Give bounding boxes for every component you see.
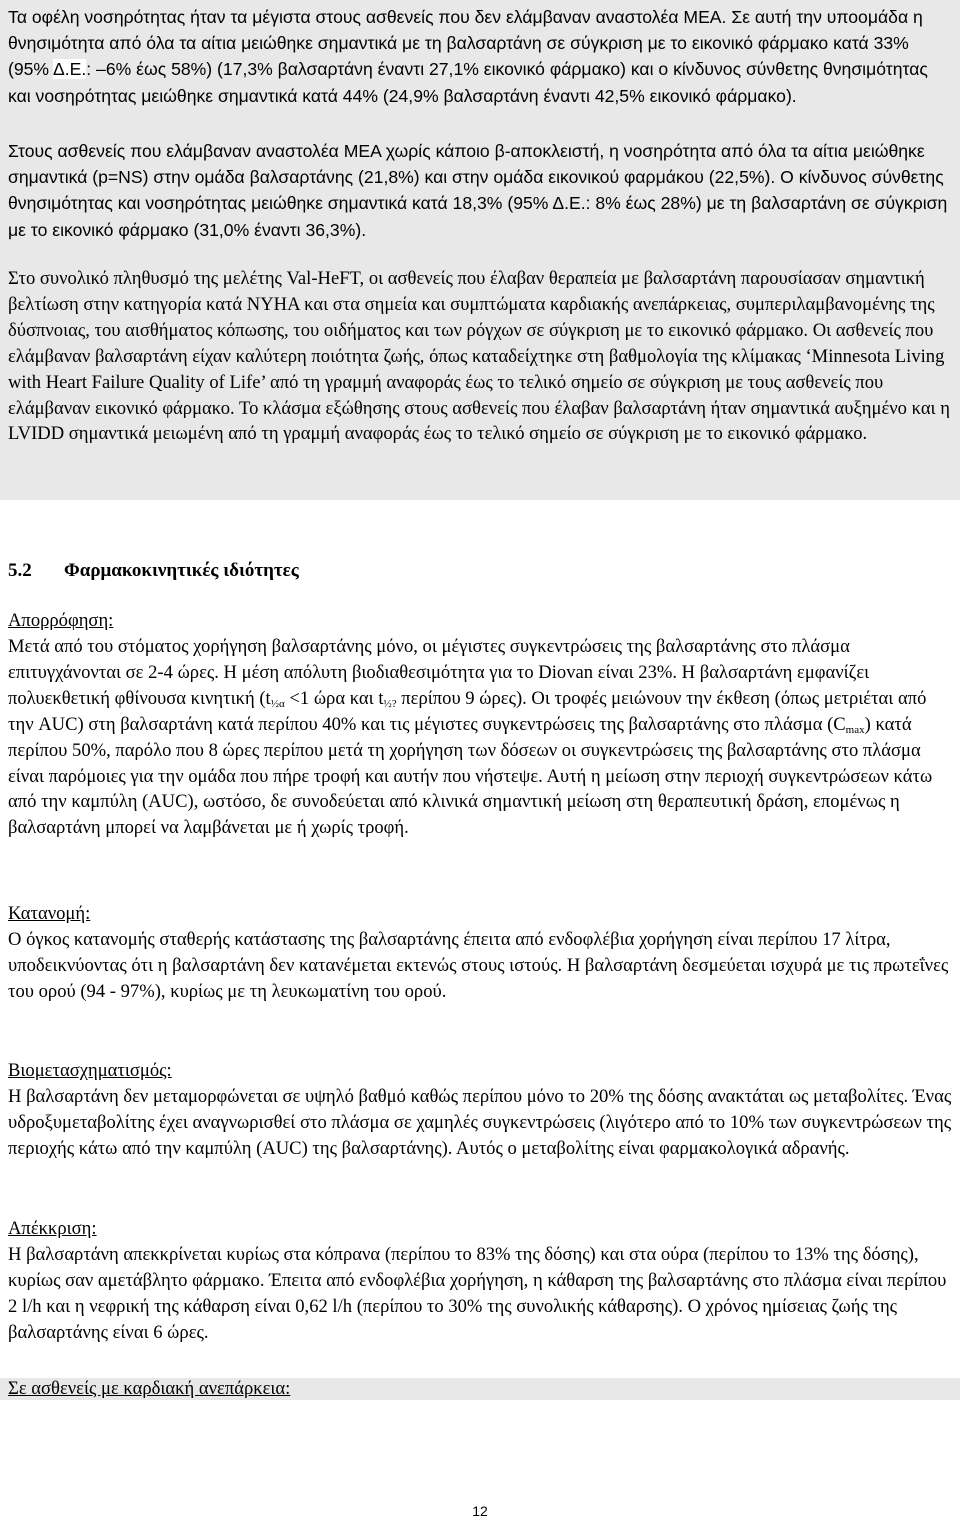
paragraph-ace-no-beta-blocker: Στους ασθενείς που ελάμβαναν αναστολέα ΜΕΑ χωρίς κάποιο β-αποκλειστή, η νοσηρότητα από όλα τα αίτια μειώθηκε σημαντικά (p=NS) στην ομάδα βαλσαρτάνης (21,8%) και στην ομάδα εικονικού φαρμάκου (22,5%). Ο κίνδυνος σύνθετης θνησιμότητας και νοσηρότητας μειώθηκε σημαντικά κατά 18,3% (95% Δ.Ε.: 8% έως 28%) με τη βαλσαρτάνη σε σύγκριση με το εικονικό φάρμακο (31,0% έναντι 36,3%). [8, 141, 948, 240]
section-title: Φαρμακοκινητικές ιδιότητες [64, 560, 299, 581]
ci-highlight: Δ.Ε. [53, 59, 87, 80]
page-number: 12 [472, 1503, 488, 1519]
excretion-heading: Απέκκριση: [8, 1218, 97, 1239]
metabolism-text: Η βαλσαρτάνη δεν μεταμορφώνεται σε υψηλό βαθμό καθώς περίπου μόνο το 20% της δόσης ανακτάται ως μεταβολίτες. Ένας υδροξυμεταβολίτης έχει αναγνωρισθεί στο πλάσμα σε χαμηλές συγκεντρώσεις (λιγότερο από το 10% των συγκεντρώσεων της περιοχής κάτω από την καμπύλη (AUC) της βαλσαρτάνης). Αυτός ο μεταβολίτης είναι φαρμακολογικά αδρανής. [8, 1086, 952, 1159]
metabolism-heading: Βιομετασχηματισμός: [8, 1060, 172, 1081]
t-half-beta-subscript: ½? [383, 697, 397, 710]
absorption-text: Μετά από του στόματος χορήγηση βαλσαρτάνης μόνο, οι μέγιστες συγκεντρώσεις της βαλσαρτάνης στο πλάσμα επιτυγχάνονται σε 2-4 ώρες. Η μέση απόλυτη βιοδιαθεσιμότητα για το Diovan είναι 23%. Η βαλσαρτάνη εμφανίζει πολυεκθετική φθίνουσα κινητική ($t_{\frac{1}{2}\alpha} <1$ ώρα και $t_{\frac{1}{2}?}$ περίπου 9 ώρες). Οι τροφές μειώνουν την έκθεση (όπως μετριέται από την AUC) στη βαλσαρτάνη κατά περίπου 40% και τις μέγιστες συγκεντρώσεις της βαλσαρτάνης στο πλάσμα $(C_{max})$ κατά περίπου 50%, παρόλο που 8 ώρες περίπου μετά τη χορήγηση των δόσεων οι συγκεντρώσεις της βαλσαρτάνης στο πλάσμα είναι παρόμοιες για την ομάδα που πήρε τροφή και αυτήν που νήστεψε. Αυτή η μείωση στην περιοχή συγκεντρώσεων κάτω από την καμπύλη (AUC), ωστόσο, δε συνοδεύεται από κλινικά σημαντική μείωση στη θεραπευτική δράση, επομένως η βαλσαρτάνη μπορεί να λαμβάνεται με ή χωρίς τροφή. [8, 636, 933, 839]
paragraph-val-heft: Στο συνολικό πληθυσμό της μελέτης Val-HeFT, οι ασθενείς που έλαβαν θεραπεία με βαλσαρτάνη παρουσίασαν σημαντική βελτίωση στην κατηγορία κατά NYHA και στα σημεία και συμπτώματα καρδιακής ανεπάρκειας, συμπεριλαμβανομένης της δύσπνοιας, του αισθήματος κόπωσης, του οιδήματος και των ρόγχων σε σύγκριση με το εικονικό φάρμακο. Οι ασθενείς που ελάμβαναν βαλσαρτάνη είχαν καλύτερη ποιότητα ζωής, όπως καταδείχτηκε στη βαθμολογία της κλίμακας ‘Minnesota Living with Heart Failure Quality of Life’ από τη γραμμή αναφοράς έως το τελικό σημείο σε σύγκριση με τους ασθενείς που ελάμβαναν εικονικό φάρμακο. Το κλάσμα εξώθησης στους ασθενείς που έλαβαν βαλσαρτάνη ήταν σημαντικά αυξημένο και η LVIDD σημαντικά μειωμένη από τη γραμμή αναφοράς έως το τελικό σημείο σε σύγκριση με το εικονικό φάρμακο. [8, 268, 950, 445]
cmax-subscript: max [845, 723, 865, 736]
section-heading [8, 560, 299, 582]
heart-failure-heading: Σε ασθενείς με καρδιακή ανεπάρκεια: [8, 1378, 291, 1399]
paragraph-no-ace-inhibitor: Τα οφέλη νοσηρότητας ήταν τα μέγιστα στους ασθενείς που δεν ελάμβαναν αναστολέα ΜΕΑ. Σε αυτή την υποομάδα η θνησιμότητα από όλα τα αίτια μειώθηκε σημαντικά με τη βαλσαρτάνη σε σύγκριση με το εικονικό φάρμακο κατά 33% (95% Δ.Ε.: –6% έως 58%) (17,3% βαλσαρτάνη έναντι 27,1% εικονικό φάρμακο) και ο κίνδυνος σύνθετης θνησιμότητας και νοσηρότητας μειώθηκε σημαντικά κατά 44% (24,9% βαλσαρτάνη έναντι 42,5% εικονικό φάρμακο). [8, 7, 928, 106]
absorption-heading: Απορρόφηση: [8, 610, 114, 631]
distribution-heading: Κατανομή: [8, 903, 91, 924]
distribution-text: Ο όγκος κατανομής σταθερής κατάστασης της βαλσαρτάνης έπειτα από ενδοφλέβια χορήγηση είναι περίπου 17 λίτρα, υποδεικνύοντας ότι η βαλσαρτάνη δεν κατανέμεται εκτενώς στους ιστούς. Η βαλσαρτάνη δεσμεύεται ισχυρά με τις πρωτεΐνες του ορού (94 - 97%), κυρίως με τη λευκωματίνη του ορού. [8, 929, 949, 1002]
section-number: 5.2 [8, 560, 32, 581]
t-half-alpha-subscript: ½α [270, 697, 285, 710]
excretion-text: Η βαλσαρτάνη απεκκρίνεται κυρίως στα κόπρανα (περίπου το 83% της δόσης) και στα ούρα (περίπου το 13% της δόσης), κυρίως σαν αμετάβλητο φάρμακο. Έπειτα από ενδοφλέβια χορήγηση, η κάθαρση της βαλσαρτάνης στο πλάσμα είναι περίπου 2 l/h και η νεφρική της κάθαρση είναι 0,62 l/h (περίπου το 30% της συνολικής κάθαρσης). Ο χρόνος ημίσειας ζωής της βαλσαρτάνης είναι 6 ώρες. [8, 1244, 947, 1343]
